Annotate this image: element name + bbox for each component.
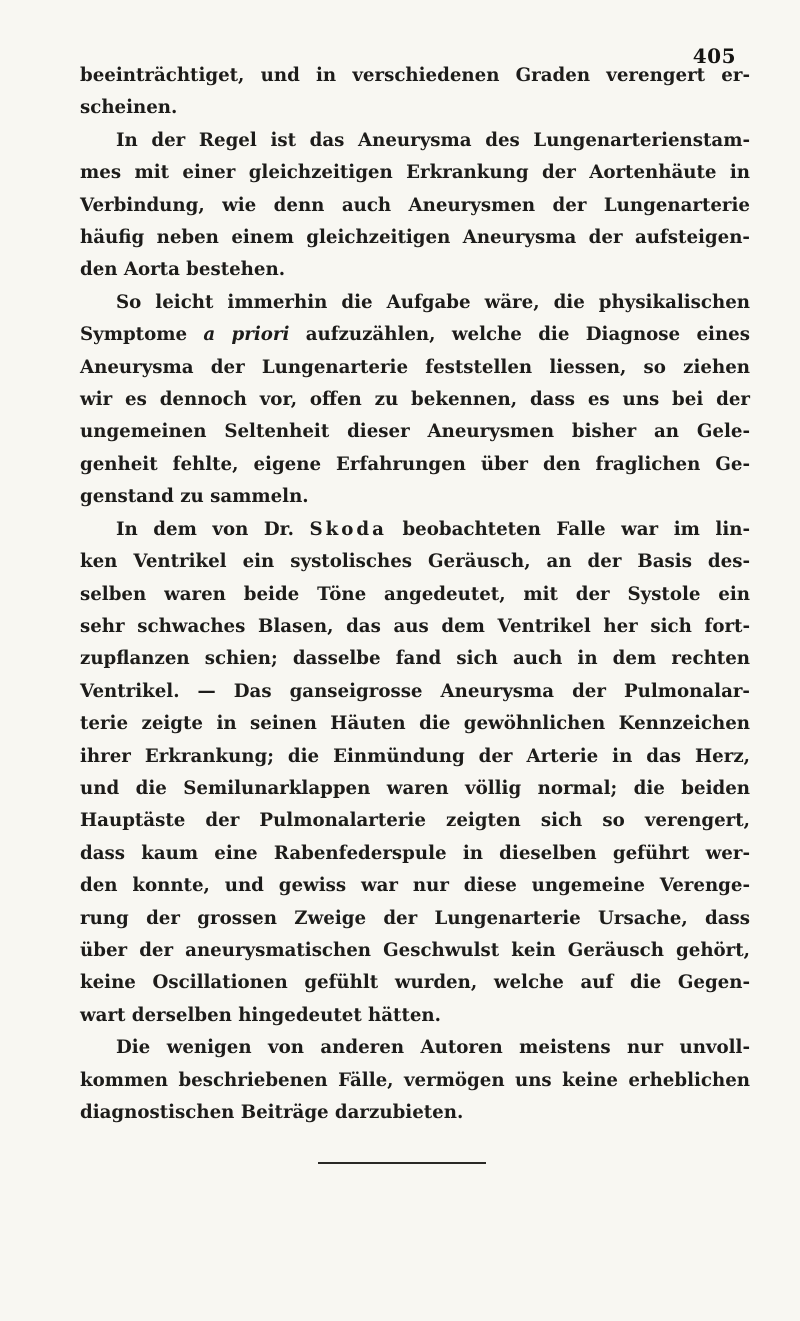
text-line: terie zeigte in seinen Häuten die gewöhnlichen Kennzeichen bbox=[80, 713, 750, 735]
text-line: Aneurysma der Lungenarterie feststellen liessen, so ziehen bbox=[80, 356, 750, 378]
text-line: häufig neben einem gleichzeitigen Aneurysma der aufsteigen- bbox=[80, 227, 750, 249]
section-end-rule bbox=[318, 1162, 486, 1164]
body-text bbox=[80, 60, 750, 1129]
text-line: genheit fehlte, eigene Erfahrungen über den fraglichen Ge- bbox=[80, 453, 750, 475]
text-line: scheinen. bbox=[80, 97, 178, 119]
text-line: sehr schwaches Blasen, das aus dem Ventrikel her sich fort- bbox=[80, 615, 750, 637]
text-line bbox=[80, 514, 750, 546]
text-line: In der Regel ist das Aneurysma des Lungenarterienstam- bbox=[116, 129, 750, 151]
text-line: wir es dennoch vor, offen zu bekennen, dass es uns bei der bbox=[80, 389, 750, 411]
text-line: den konnte, und gewiss war nur diese ungemeine Verenge- bbox=[80, 875, 750, 897]
text-run: So leicht immerhin die Aufgabe wäre, die physikalischen bbox=[116, 291, 750, 313]
text-line: den Aorta bestehen. bbox=[80, 259, 286, 281]
text-run: aufzuzählen, welche die Diagnose eines bbox=[289, 324, 750, 346]
text-line: keine Oscillationen gefühlt wurden, welche auf die Gegen- bbox=[80, 972, 750, 994]
text-line: diagnostischen Beiträge darzubieten. bbox=[80, 1102, 464, 1123]
text-run: beobachteten Falle war im lin- bbox=[386, 518, 751, 540]
text-run: Symptome bbox=[80, 324, 204, 346]
page-number: 405 bbox=[692, 44, 736, 68]
text-line: ihrer Erkrankung; die Einmündung der Arterie in das Herz, bbox=[80, 745, 750, 767]
text-line: selben waren beide Töne angedeutet, mit der Systole ein bbox=[80, 583, 750, 605]
text-line: Ventrikel. — Das ganseigrosse Aneurysma der Pulmonalar- bbox=[80, 680, 750, 702]
text-line bbox=[80, 319, 750, 351]
text-line: und die Semilunarklappen waren völlig normal; die beiden bbox=[80, 777, 750, 799]
text-line: dass kaum eine Rabenfederspule in dieselben geführt wer- bbox=[80, 842, 750, 864]
text-line: kommen beschriebenen Fälle, vermögen uns keine erheblichen bbox=[80, 1069, 750, 1091]
text-line: Hauptäste der Pulmonalarterie zeigten sich so verengert, bbox=[80, 810, 750, 832]
text-line: ungemeinen Seltenheit dieser Aneurysmen bisher an Gele- bbox=[80, 421, 750, 443]
text-line bbox=[80, 287, 750, 319]
text-line: beeinträchtiget, und in verschiedenen Graden verengert er- bbox=[80, 65, 750, 86]
text-line: zupflanzen schien; dasselbe fand sich auch in dem rechten bbox=[80, 648, 750, 670]
text-line: mes mit einer gleichzeitigen Erkrankung der Aortenhäute in bbox=[80, 162, 750, 184]
author-name: Skoda bbox=[309, 518, 387, 540]
text-line: Verbindung, wie denn auch Aneurysmen der Lungenarterie bbox=[80, 194, 750, 216]
text-line: ken Ventrikel ein systolisches Geräusch, an der Basis des- bbox=[80, 551, 750, 573]
text-line: genstand zu sammeln. bbox=[80, 486, 309, 508]
text-line: über der aneurysmatischen Geschwulst kein Geräusch gehört, bbox=[80, 939, 750, 961]
text-run: In dem von Dr. bbox=[116, 518, 310, 540]
text-line: rung der grossen Zweige der Lungenarterie Ursache, dass bbox=[80, 907, 750, 929]
italic-phrase: a priori bbox=[203, 324, 290, 346]
text-line: wart derselben hingedeutet hätten. bbox=[80, 1004, 441, 1026]
text-line: Die wenigen von anderen Autoren meistens nur unvoll- bbox=[116, 1037, 750, 1059]
